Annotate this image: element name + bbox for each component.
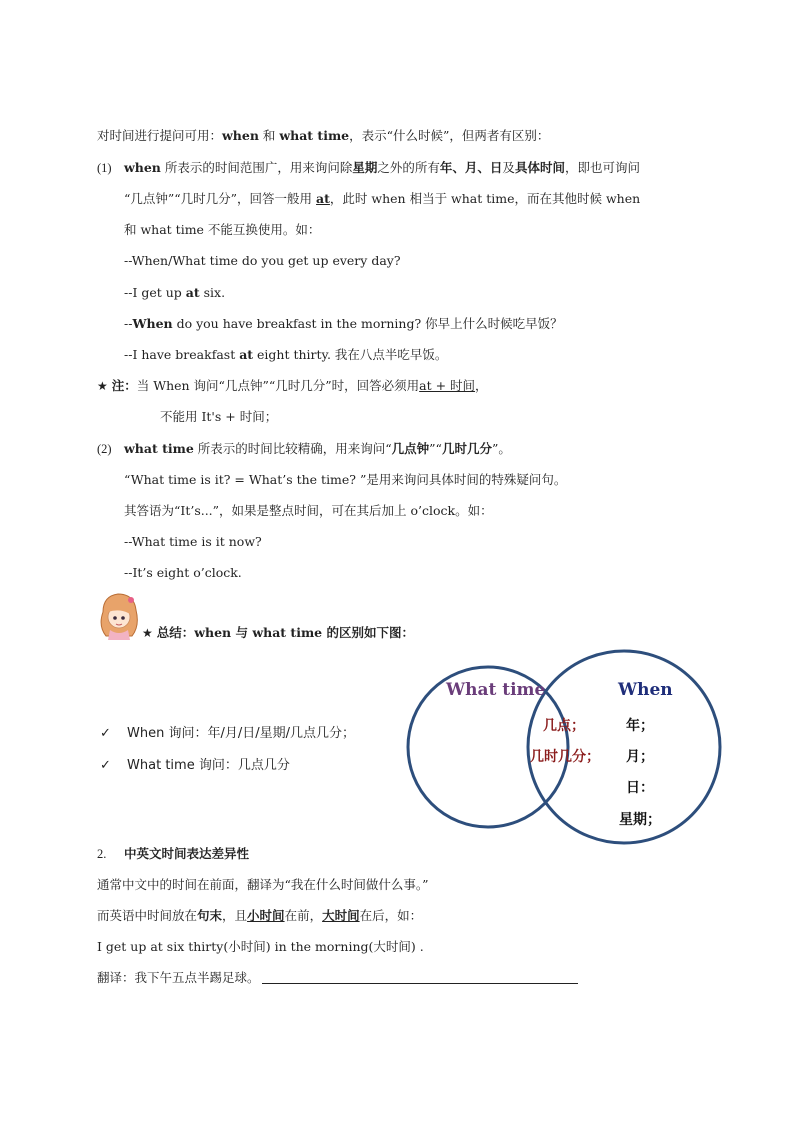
text: 在后，如：: [359, 908, 423, 923]
bold-hour-minute: 几时几分: [441, 441, 492, 456]
star-icon: ★: [97, 379, 108, 393]
text: 当 When 询问“几点钟”“几时几分”时，回答必须用: [136, 378, 420, 393]
section3-title-text: 中英文时间表达差异性: [124, 846, 250, 861]
checkmark-icon: ✓: [100, 758, 111, 773]
section1-number: (1): [97, 161, 112, 175]
text: 所表示的时间范围广，用来询问除: [160, 160, 353, 175]
intro-text: 和: [258, 128, 280, 143]
text: six.: [199, 285, 226, 300]
section3-line2: [97, 908, 422, 924]
text: --: [124, 316, 133, 331]
intro-text: ，表示“什么时候”，但两者有区别：: [349, 128, 550, 143]
intro-line: [97, 128, 549, 144]
star-icon: ★: [142, 626, 153, 640]
venn-right-item: 日：: [626, 780, 654, 796]
check-text: When 询问：年/月/日/星期/几点几分；: [127, 726, 356, 741]
keyword-when: when: [124, 160, 161, 175]
note-label: 注：: [111, 378, 137, 393]
underlined-at: at: [316, 191, 330, 206]
section3-line4: [97, 970, 578, 986]
text: ，此时 when 相当于 what time，而在其他时候 when: [329, 191, 641, 206]
cartoon-girl-icon: [101, 594, 137, 640]
section1-line3: 和 what time 不能互换使用。如：: [124, 222, 321, 237]
note-line2: 不能用 It's + 时间；: [160, 409, 278, 424]
venn-left-title: What time: [446, 680, 546, 700]
bold-ymd: 年、月、日: [439, 160, 503, 175]
check-row-what-time: [100, 758, 290, 774]
section1-line2: [124, 191, 640, 207]
bold-specific-time: 具体时间: [514, 160, 565, 175]
text: --I get up: [124, 285, 186, 300]
section1-line1: [124, 160, 640, 176]
example-4: [124, 347, 447, 363]
underlined-small-time: 小时间: [247, 908, 285, 923]
intro-keyword-when: when: [222, 128, 259, 143]
intro-text: 对时间进行提问可用：: [97, 128, 223, 143]
check-row-when: [100, 726, 355, 742]
bold-week: 星期: [352, 160, 378, 175]
checkmark-icon: ✓: [100, 726, 111, 741]
example-6: --It’s eight o’clock.: [124, 565, 242, 580]
text: 在前，: [284, 908, 323, 923]
text: ”“: [429, 441, 442, 456]
text: 及: [502, 160, 515, 175]
bold-at: at: [185, 285, 200, 300]
summary-line: [142, 625, 414, 641]
text: 之外的所有: [377, 160, 440, 175]
venn-overlap-item: 几点；: [543, 718, 585, 734]
underlined-big-time: 大时间: [322, 908, 360, 923]
bold-sentence-end: 句末: [197, 908, 223, 923]
bold-at: at: [239, 347, 254, 362]
text: ，: [475, 378, 488, 393]
bold-when: When: [132, 316, 173, 331]
section3-number: 2.: [97, 847, 107, 861]
text: “几点钟”“几时几分”，回答一般用: [124, 191, 317, 206]
text: --I have breakfast: [124, 347, 240, 362]
text: do you have breakfast in the morning? 你早上什么时候吃早饭？: [172, 316, 563, 331]
text: ，即也可询问: [564, 160, 640, 175]
venn-overlap-item: 几时几分；: [530, 749, 600, 765]
underlined-at-time: at + 时间: [419, 378, 476, 393]
venn-right-title: When: [618, 680, 673, 700]
intro-keyword-what-time: what time: [279, 128, 350, 143]
text: eight thirty. 我在八点半吃早饭。: [253, 347, 448, 362]
text: 而英语中时间放在: [97, 908, 198, 923]
text: ，且: [222, 908, 248, 923]
section2-number: (2): [97, 442, 112, 456]
bold-oclock: 几点钟: [391, 441, 430, 456]
venn-right-item: 月；: [626, 749, 654, 765]
note-line1: [97, 378, 488, 394]
example-5: --What time is it now?: [124, 534, 262, 549]
section2-line3: 其答语为“It’s...”，如果是整点时间，可在其后加上 o’clock。如：: [124, 503, 493, 518]
example-2: [124, 285, 225, 301]
answer-blank[interactable]: [262, 971, 578, 984]
venn-right-item: 年；: [626, 718, 654, 734]
section3-line1: 通常中文中的时间在前面，翻译为“我在什么时间做什么事。”: [97, 877, 429, 892]
section2-line2: “What time is it? = What’s the time? ”是用来询问具体时间的特殊疑问句。: [124, 472, 567, 487]
section3-line3: I get up at six thirty(小时间) in the morning(大时间) .: [97, 939, 424, 954]
example-1: --When/What time do you get up every day?: [124, 253, 401, 268]
text: 所表示的时间比较精确，用来询问“: [193, 441, 392, 456]
summary-text: 总结：when 与 what time 的区别如下图：: [156, 625, 414, 640]
check-text: What time 询问：几点几分: [127, 758, 290, 773]
venn-right-item: 星期；: [619, 812, 661, 828]
text: ”。: [491, 441, 511, 456]
example-3: [124, 316, 563, 332]
section3-title: [124, 846, 249, 862]
translation-prompt: 翻译：我下午五点半踢足球。: [97, 970, 260, 985]
keyword-what-time: what time: [124, 441, 194, 456]
section2-line1: [124, 441, 511, 457]
